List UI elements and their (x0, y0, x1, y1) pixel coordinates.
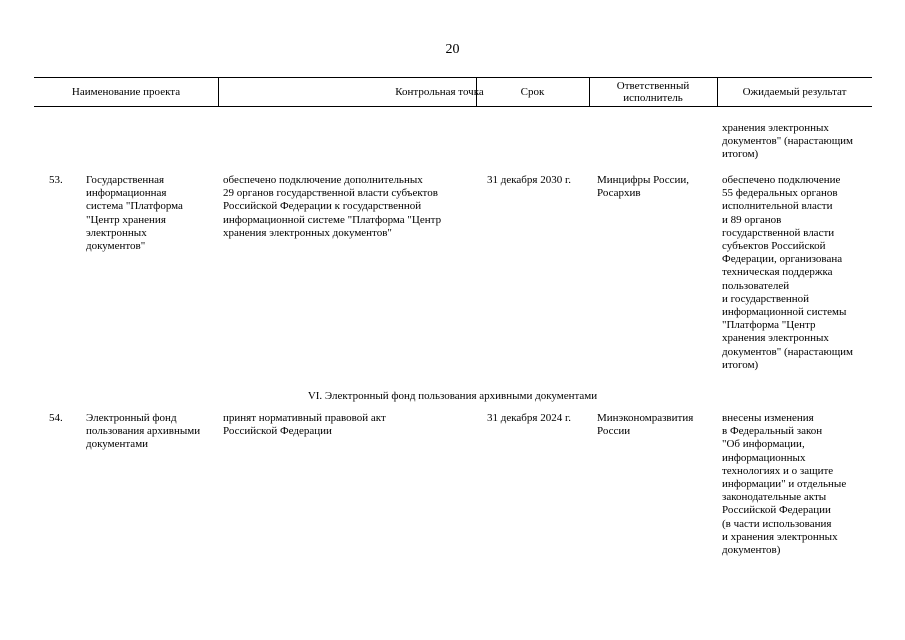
responsible-cell: Минцифры России, Росархив (597, 174, 690, 200)
project-name-cell: Государственная информационная система "Платформа "Центр хранения электронных документов" (86, 174, 183, 253)
header-expected-result: Ожидаемый результат (742, 86, 847, 98)
section-title: VI. Электронный фонд пользования архивными документами (307, 390, 598, 402)
deadline-cell: 31 декабря 2024 г. (487, 412, 571, 424)
checkpoint-cell: обеспечено подключение дополнительных 29 органов государственной власти субъектов Российской Федерации к государственной информационной системе "Платформа "Центр хранения электронных документов" (223, 174, 442, 239)
checkpoint-cell: принят нормативный правовой акт Российской Федерации (223, 412, 386, 438)
header-project-name: Наименование проекта (71, 86, 181, 98)
page-number: 20 (445, 42, 460, 57)
deadline-cell: 31 декабря 2030 г. (487, 174, 571, 186)
responsible-cell: Минэкономразвития России (597, 412, 694, 438)
project-name-cell: Электронный фонд пользования архивными документами (86, 412, 201, 451)
header-responsible: Ответственный исполнитель (616, 80, 690, 104)
row-number: 54. (49, 412, 63, 424)
row-number: 53. (49, 174, 63, 186)
header-checkpoint: Контрольная точка (395, 86, 484, 98)
expected-result-cell: обеспечено подключение 55 федеральных органов исполнительной власти и 89 органов государственной власти субъектов Российской Федерации, организована техническая поддержка пользователей и государственной информационной системы "Платформа "Центр хранения электронных документов" (нарастающим итогом) (722, 174, 854, 371)
table-header (34, 77, 872, 107)
expected-result-cell: внесены изменения в Федеральный закон "Об информации, информационных технологиях и о защите информации" и отдельные законодательные акты Российской Федерации (в части использования и хранения электронных документов) (722, 412, 847, 557)
continued-result-text: хранения электронных документов" (нарастающим итогом) (722, 122, 854, 161)
header-deadline: Срок (520, 86, 545, 98)
